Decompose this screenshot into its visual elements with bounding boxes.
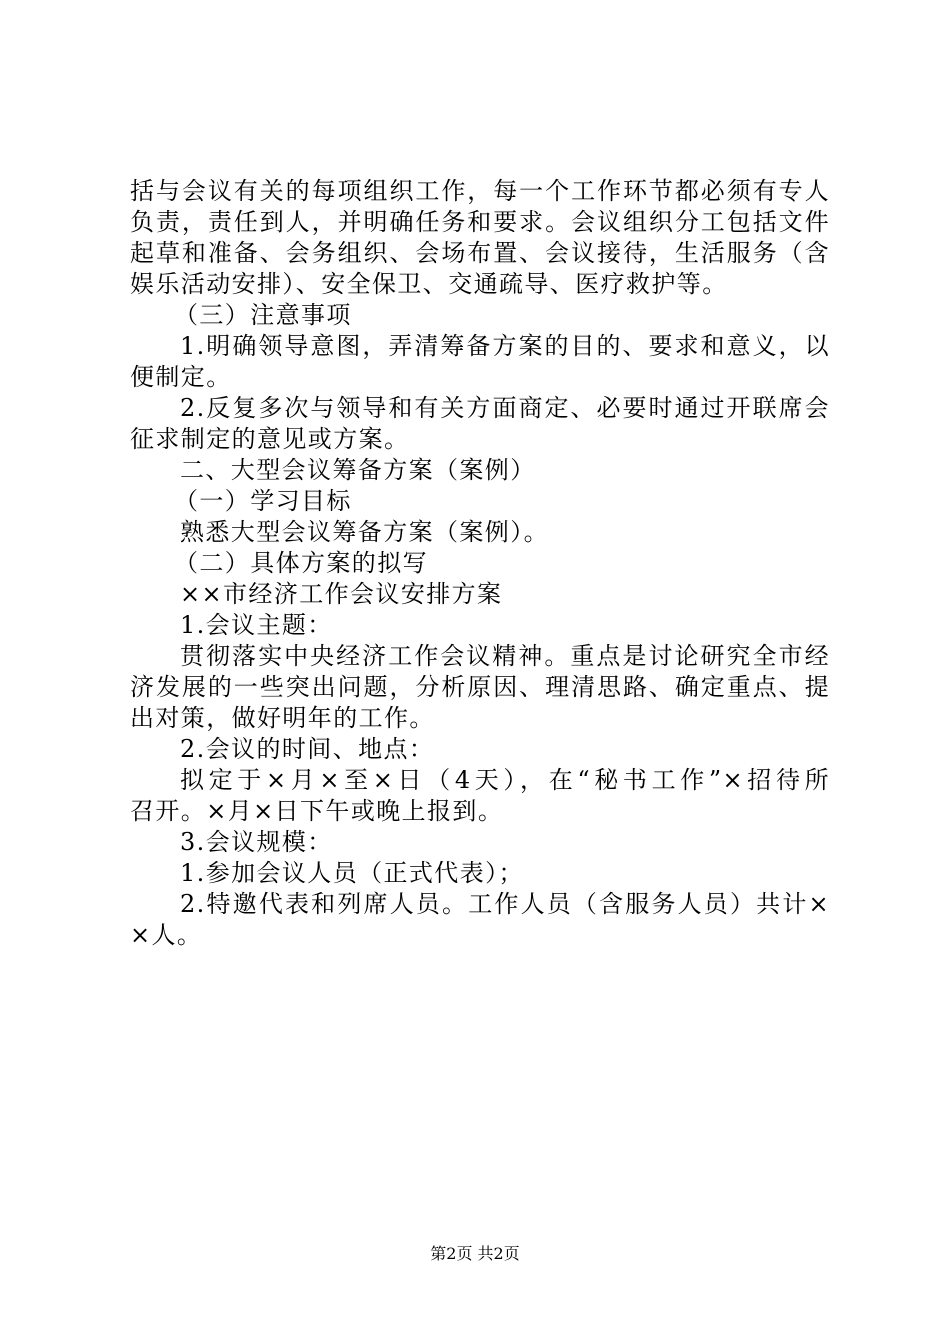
- document-body: [130, 176, 830, 951]
- list-item: 1.参加会议人员（正式代表）；: [180, 859, 524, 887]
- text-line: 便制定。: [130, 363, 232, 391]
- text-line: 娱乐活动安排）、安全保卫、交通疏导、医疗救护等。: [130, 270, 728, 298]
- text-line: 熟悉大型会议筹备方案（案例）。: [180, 518, 549, 546]
- text-line: 召开。×月×日下午或晚上报到。: [130, 797, 504, 825]
- text-line: 2.反复多次与领导和有关方面商定、必要时通过开联席会: [180, 394, 830, 422]
- text-line: 括与会议有关的每项组织工作，每一个工作环节都必须有专人: [130, 177, 830, 205]
- text-line: 征求制定的意见或方案。: [130, 425, 410, 453]
- list-item: 2.特邀代表和列席人员。工作人员（含服务人员）共计×: [180, 890, 830, 918]
- plan-title: ××市经济工作会议安排方案: [180, 580, 503, 608]
- text-line: 1.明确领导意图，弄清筹备方案的目的、要求和意义，以: [180, 332, 830, 360]
- list-heading: 3.会议规模：: [180, 828, 333, 856]
- section-heading: （三）注意事项: [174, 301, 352, 329]
- text-line: 出对策，做好明年的工作。: [130, 704, 435, 732]
- list-heading: 1.会议主题：: [180, 611, 333, 639]
- text-line: 济发展的一些突出问题，分析原因、理清思路、确定重点、提: [130, 673, 830, 701]
- text-line: 贯彻落实中央经济工作会议精神。重点是讨论研究全市经: [180, 642, 830, 670]
- text-line: ×人。: [130, 921, 203, 949]
- list-heading: 2.会议的时间、地点：: [180, 735, 435, 763]
- text-line: 负责，责任到人，并明确任务和要求。会议组织分工包括文件: [130, 208, 830, 236]
- section-heading: 二、大型会议筹备方案（案例）: [180, 456, 536, 484]
- page-footer: 第2页 共2页: [430, 1244, 520, 1263]
- text-line: 拟定于×月×至×日（4天），在“秘书工作”×招待所: [180, 766, 830, 794]
- section-heading: （二）具体方案的拟写: [174, 549, 428, 577]
- text-line: 起草和准备、会务组织、会场布置、会议接待，生活服务（含: [130, 239, 830, 267]
- section-heading: （一）学习目标: [174, 487, 352, 515]
